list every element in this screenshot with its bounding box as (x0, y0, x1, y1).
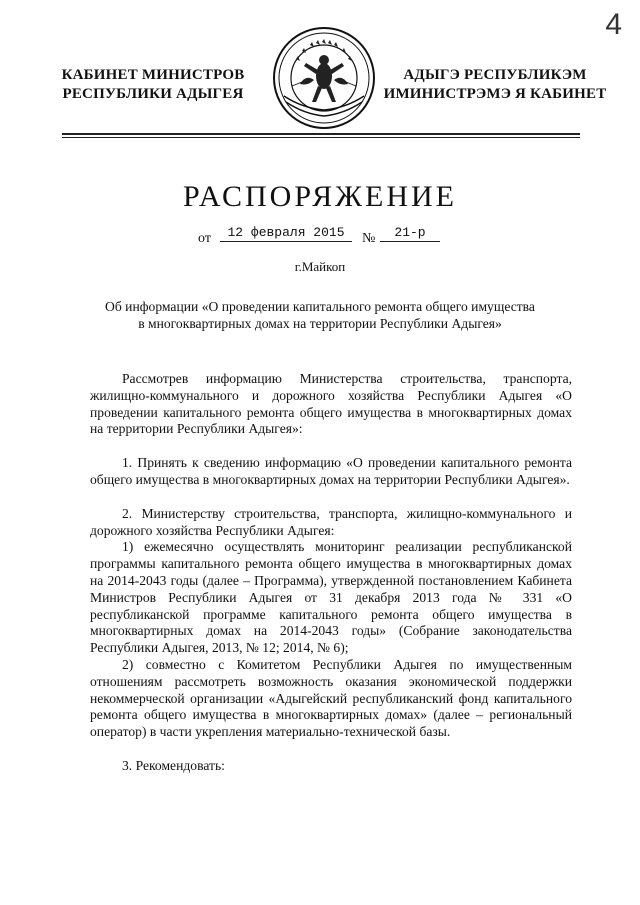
document-body (90, 371, 572, 775)
header-right-line2: ИМИНИСТРЭМЭ Я КАБИНЕТ (383, 86, 607, 102)
paragraph-3: 3. Рекомендовать: (122, 757, 225, 773)
header-rule-thin (62, 137, 580, 138)
date-label: от (198, 231, 211, 246)
header-left (58, 66, 248, 104)
header-rule-thick (62, 133, 580, 135)
date-value: 12 февраля 2015 (220, 225, 352, 242)
number-value: 21-р (380, 225, 440, 242)
number-label: № (362, 231, 376, 246)
page-number: 4 (605, 8, 622, 41)
header-right (380, 66, 610, 104)
paragraph-2: 2. Министерству строительства, транспорта, жилищно-коммунального и дорожного хозяйства Республики Адыгея: (90, 505, 572, 538)
document-subject (70, 298, 570, 332)
header-left-line1: КАБИНЕТ МИНИСТРОВ (61, 67, 245, 83)
coat-of-arms-emblem-icon (272, 26, 376, 130)
paragraph-intro: Рассмотрев информацию Министерства строительства, транспорта, жилищно-коммунального и дорожного хозяйства Республики Адыгея «О проведении капитального ремонта общего имущества в многоквартирных домах на территории Республики Адыгея»: (90, 371, 572, 437)
header-right-line1: АДЫГЭ РЕСПУБЛИКЭМ (403, 67, 587, 83)
header-left-line2: РЕСПУБЛИКИ АДЫГЕЯ (62, 86, 244, 102)
subject-line2: в многоквартирных домах на территории Республики Адыгея» (138, 316, 502, 331)
document-title: РАСПОРЯЖЕНИЕ (182, 180, 458, 213)
paragraph-2-2: 2) совместно с Комитетом Республики Адыгея по имущественным отношениям рассмотреть возможность оказания экономической поддержки некоммерческой организации «Адыгейский республиканский фонд капитального ремонта общего имущества в многоквартирных домах» (далее – региональный оператор) в части укрепления материально-технической базы. (90, 656, 572, 740)
city: г.Майкоп (294, 259, 346, 274)
paragraph-1: 1. Принять к сведению информацию «О проведении капитального ремонта общего имущества в многоквартирных домах на территории Республики Адыгея». (90, 455, 572, 487)
subject-line1: Об информации «О проведении капитального ремонта общего имущества (105, 299, 535, 314)
paragraph-2-1: 1) ежемесячно осуществлять мониторинг реализации республиканской программы капитального ремонта общего имущества в многоквартирных домах на 2014-2043 годы (далее – Программа), утвержденной постановлением Кабинета Министров Республики Адыгея от 31 декабря 2013 года № 331 «О республиканской программе капитального ремонта общего имущества в многоквартирных домах на 2014-2043 годы» (Собрание законодательства Республики Адыгея, 2013, № 12; 2014, № 6); (90, 539, 572, 656)
